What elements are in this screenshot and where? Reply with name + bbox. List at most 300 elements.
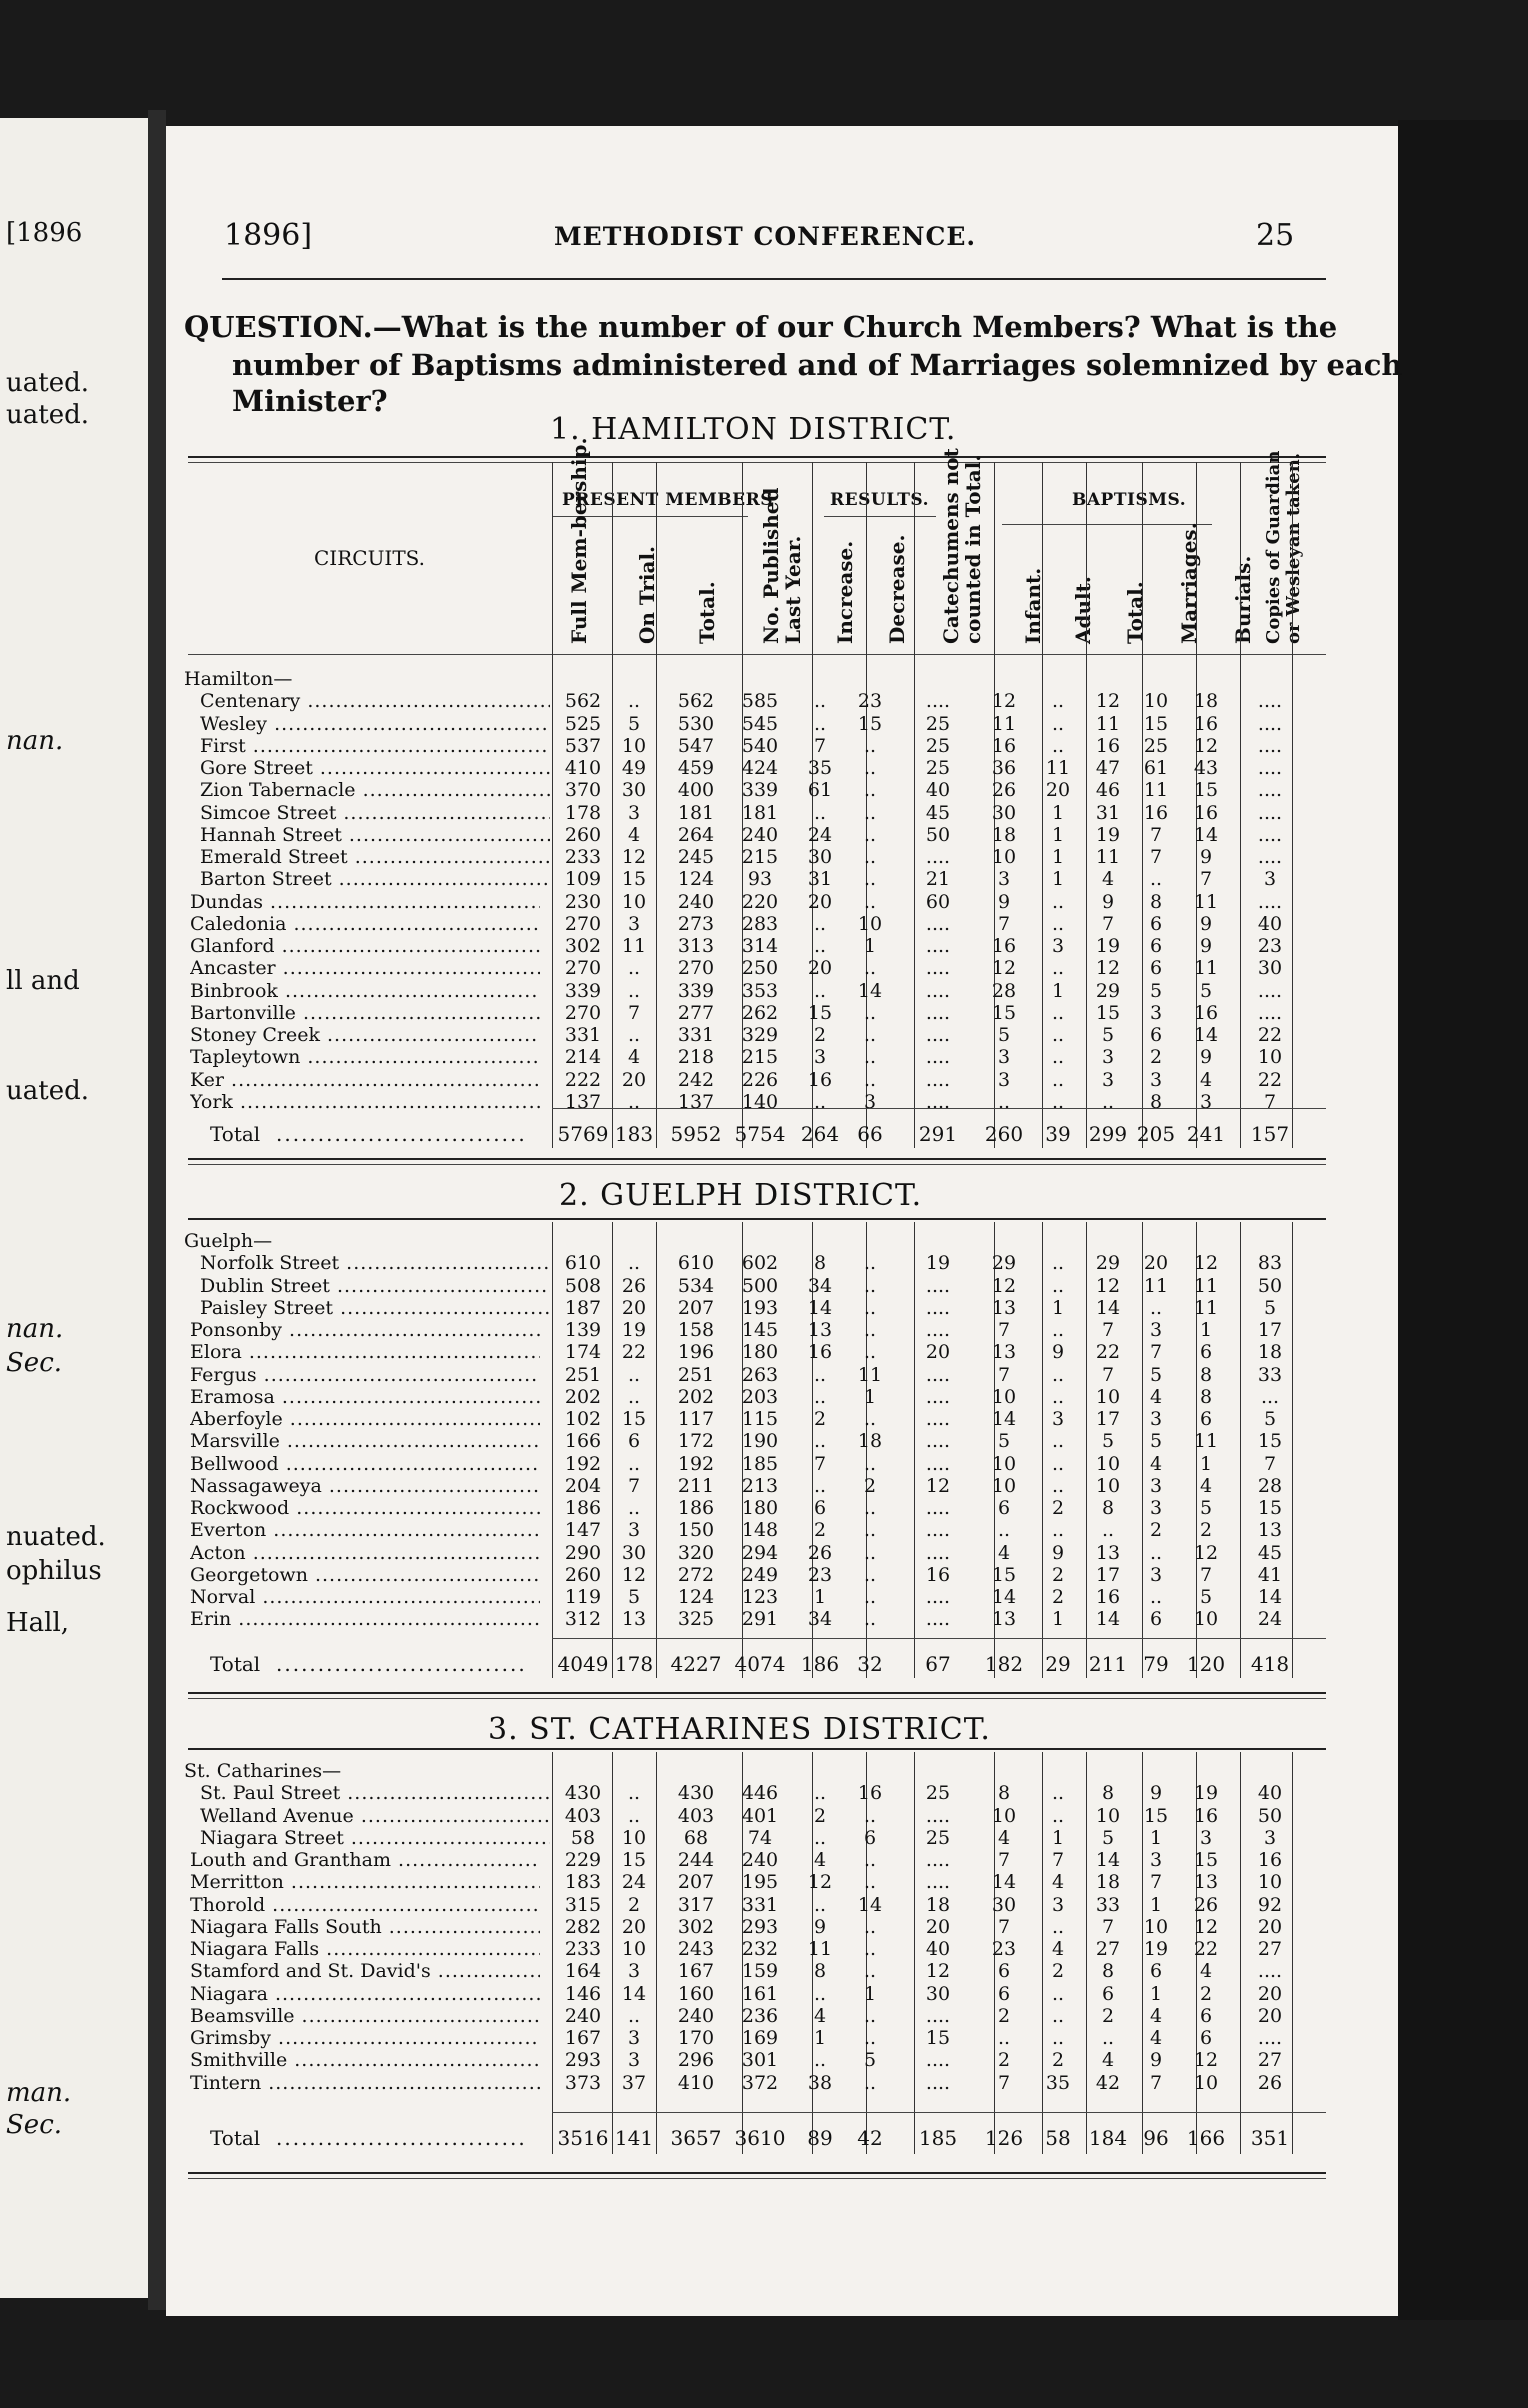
left-page-year: [1896: [6, 218, 83, 248]
table-cell: 10: [857, 912, 883, 935]
table-cell: 9: [1199, 935, 1213, 957]
table-row: [166, 1805, 1398, 1827]
table-cell: 3: [627, 912, 641, 935]
table-cell: ..: [1149, 1586, 1163, 1608]
table-cell: 13: [621, 1608, 647, 1631]
table-cell: 7: [1199, 1563, 1213, 1586]
table-cell: 7: [627, 1474, 641, 1497]
table-cell: 40: [925, 1938, 951, 1960]
table-cell: 3: [1149, 1068, 1163, 1091]
table-cell: 329: [741, 1024, 779, 1046]
table-row: [166, 1364, 1398, 1386]
table-cell: 3: [997, 868, 1011, 891]
table-cell: ..: [813, 1474, 827, 1497]
table-cell: 10: [1143, 690, 1169, 713]
table-cell: 14: [1095, 1849, 1121, 1871]
table-cell: 47: [1095, 757, 1121, 779]
table-row: [166, 668, 1398, 690]
table-cell: 562: [677, 690, 715, 713]
table-cell: 12: [1095, 690, 1121, 713]
baptisms-total-header: Total.: [1123, 581, 1147, 644]
table-cell: ....: [925, 1608, 951, 1631]
book-edge: [1398, 120, 1528, 2320]
table-cell: ..: [1051, 1252, 1065, 1275]
table-cell: 15: [807, 1001, 833, 1024]
table-cell: 430: [564, 1782, 602, 1805]
table-cell: 27: [1257, 1938, 1283, 1960]
table-cell: 229: [564, 1849, 602, 1871]
table-cell: 207: [677, 1871, 715, 1894]
table-cell: 13: [991, 1608, 1017, 1631]
table-cell: 2: [863, 1474, 877, 1497]
table-cell: 11: [991, 712, 1017, 735]
table-cell: 158: [677, 1319, 715, 1341]
table-cell: 38: [807, 2071, 833, 2094]
table-cell: 4: [627, 1046, 641, 1069]
table-cell: 178: [564, 801, 602, 824]
table-cell: ..: [863, 1849, 877, 1871]
total-cell: 58: [1045, 2126, 1071, 2150]
table-cell: 12: [1095, 957, 1121, 980]
table-cell: 1: [863, 1385, 877, 1408]
table-cell: 50: [925, 823, 951, 846]
table-cell: ..: [1051, 712, 1065, 735]
circuit-name: Eramosa .....: [190, 1386, 540, 1408]
table-cell: 410: [677, 2071, 715, 2094]
table-cell: 2: [813, 1519, 827, 1542]
table-cell: 14: [1257, 1586, 1283, 1608]
table-cell: 320: [677, 1541, 715, 1564]
table-cell: 10: [1257, 1871, 1283, 1894]
table-cell: 30: [991, 1893, 1017, 1916]
table-cell: ....: [1257, 846, 1283, 868]
table-cell: ..: [627, 690, 641, 713]
table-cell: ..: [863, 957, 877, 980]
table-cell: ..: [1051, 1474, 1065, 1497]
table-cell: 14: [857, 979, 883, 1002]
table-cell: 8: [1149, 1090, 1163, 1113]
table-row: [166, 1519, 1398, 1541]
table-cell: ....: [925, 1001, 951, 1024]
table-cell: 12: [991, 957, 1017, 980]
table-cell: ..: [627, 957, 641, 980]
district-top-rule: [188, 1218, 1326, 1220]
circuit-name: Smithville .....: [190, 2049, 540, 2071]
total-cell: 4049: [557, 1652, 609, 1676]
table-cell: 26: [621, 1274, 647, 1297]
table-row: [166, 980, 1398, 1002]
table-cell: 6: [813, 1497, 827, 1519]
table-row: [166, 1069, 1398, 1091]
table-cell: 264: [677, 823, 715, 846]
table-cell: 3: [1051, 1408, 1065, 1430]
table-cell: 23: [857, 690, 883, 713]
table-cell: 6: [997, 1982, 1011, 2005]
table-cell: 232: [741, 1938, 779, 1960]
table-cell: ....: [925, 979, 951, 1002]
table-cell: 26: [991, 779, 1017, 802]
total-cell: 183: [614, 1122, 654, 1146]
table-cell: 186: [564, 1497, 602, 1519]
table-cell: 117: [677, 1408, 715, 1430]
table-cell: ..: [627, 1452, 641, 1475]
table-cell: 4: [1199, 1960, 1213, 1983]
table-cell: 226: [741, 1068, 779, 1091]
table-cell: 1: [863, 935, 877, 957]
circuit-name: Ker .....: [190, 1069, 540, 1091]
table-cell: 204: [564, 1474, 602, 1497]
table-cell: 27: [1257, 2049, 1283, 2072]
total-cell: 3516: [557, 2126, 609, 2150]
table-top-rule: [188, 462, 1326, 463]
table-cell: 233: [564, 846, 602, 868]
table-cell: ..: [863, 1915, 877, 1938]
table-cell: 187: [564, 1296, 602, 1319]
total-cell: 3657: [670, 2126, 722, 2150]
total-cell: 351: [1250, 2126, 1290, 2150]
table-cell: ..: [627, 1804, 641, 1827]
table-row: [166, 2049, 1398, 2071]
table-cell: 4: [1149, 2027, 1163, 2049]
table-cell: ..: [1101, 2027, 1115, 2049]
table-cell: 5: [1149, 1363, 1163, 1386]
table-cell: 28: [991, 979, 1017, 1002]
table-cell: ....: [925, 1849, 951, 1871]
table-cell: 3: [997, 1046, 1011, 1069]
table-cell: 180: [741, 1341, 779, 1364]
table-cell: 11: [1143, 1274, 1169, 1297]
table-cell: 202: [564, 1385, 602, 1408]
total-cell: 141: [614, 2126, 654, 2150]
table-cell: 270: [677, 957, 715, 980]
table-cell: 33: [1257, 1363, 1283, 1386]
circuit-name: Erin .....: [190, 1608, 540, 1630]
table-cell: 277: [677, 1001, 715, 1024]
table-cell: ....: [1257, 734, 1283, 757]
table-cell: ....: [925, 2071, 951, 2094]
table-row: [166, 1475, 1398, 1497]
table-row: [166, 2027, 1398, 2049]
table-cell: 11: [807, 1938, 833, 1960]
table-cell: 20: [1257, 1915, 1283, 1938]
table-cell: 4: [1051, 1938, 1065, 1960]
table-cell: 3: [627, 1519, 641, 1542]
table-cell: ..: [1051, 1024, 1065, 1046]
table-cell: 31: [807, 868, 833, 891]
table-cell: 10: [1257, 1046, 1283, 1069]
table-cell: 4: [997, 1541, 1011, 1564]
table-cell: 20: [807, 890, 833, 913]
table-cell: 215: [741, 1046, 779, 1069]
table-cell: 20: [807, 957, 833, 980]
table-cell: 314: [741, 935, 779, 957]
table-cell: 1: [1051, 868, 1065, 891]
table-cell: 230: [564, 890, 602, 913]
table-cell: 283: [741, 912, 779, 935]
table-cell: 12: [1193, 1541, 1219, 1564]
circuit-name: First .....: [200, 735, 550, 757]
table-cell: 203: [741, 1385, 779, 1408]
table-cell: 34: [807, 1608, 833, 1631]
table-cell: 183: [564, 1871, 602, 1894]
table-cell: ..: [863, 2071, 877, 2094]
table-cell: 13: [1095, 1541, 1121, 1564]
table-cell: 25: [925, 1782, 951, 1805]
table-cell: 215: [741, 846, 779, 868]
table-cell: 222: [564, 1068, 602, 1091]
table-cell: 19: [1095, 935, 1121, 957]
table-cell: 5: [1149, 979, 1163, 1002]
circuit-name: Niagara Street .....: [200, 1827, 550, 1849]
table-cell: 403: [677, 1804, 715, 1827]
table-cell: 15: [621, 1849, 647, 1871]
circuit-name: St. Paul Street .....: [200, 1782, 550, 1804]
table-row: [166, 1960, 1398, 1982]
table-cell: 6: [1101, 1982, 1115, 2005]
table-cell: ....: [1257, 690, 1283, 713]
copies-header: Copies of Guardian or Wesleyan taken.: [1263, 450, 1304, 644]
circuit-name: Zion Tabernacle .....: [200, 779, 550, 801]
table-cell: 9: [813, 1915, 827, 1938]
header-rule: [222, 278, 1326, 280]
table-cell: 273: [677, 912, 715, 935]
table-cell: 25: [925, 1826, 951, 1849]
table-cell: 166: [564, 1430, 602, 1453]
table-cell: ..: [863, 734, 877, 757]
table-cell: 7: [627, 1001, 641, 1024]
table-row: [166, 868, 1398, 890]
table-cell: 370: [564, 779, 602, 802]
table-cell: 317: [677, 1893, 715, 1916]
table-cell: 7: [1149, 2071, 1163, 2094]
table-cell: 602: [741, 1252, 779, 1275]
table-cell: 23: [807, 1563, 833, 1586]
table-cell: 10: [991, 1385, 1017, 1408]
table-cell: 41: [1257, 1563, 1283, 1586]
circuit-name: Beamsville .....: [190, 2005, 540, 2027]
table-cell: 7: [1149, 846, 1163, 868]
table-cell: 9: [1101, 890, 1115, 913]
full-membership-header: Full Mem-bership.: [567, 437, 591, 644]
table-cell: 19: [925, 1252, 951, 1275]
table-cell: 8: [813, 1252, 827, 1275]
circuit-name: Centenary .....: [200, 690, 550, 712]
table-cell: 220: [741, 890, 779, 913]
table-cell: 12: [925, 1960, 951, 1983]
table-cell: 5: [1199, 1497, 1213, 1519]
table-cell: 240: [564, 2004, 602, 2027]
table-cell: 424: [741, 757, 779, 779]
total-cell: 42: [857, 2126, 883, 2150]
table-cell: 12: [621, 846, 647, 868]
table-cell: 240: [741, 823, 779, 846]
table-cell: 2: [1101, 2004, 1115, 2027]
table-cell: ..: [863, 1960, 877, 1983]
table-cell: 3: [863, 1090, 877, 1113]
circuit-name: Everton .....: [190, 1519, 540, 1541]
table-row: [166, 1002, 1398, 1024]
table-cell: 294: [741, 1541, 779, 1564]
table-row: [166, 1275, 1398, 1297]
table-cell: 4: [1199, 1068, 1213, 1091]
table-cell: 43: [1193, 757, 1219, 779]
table-cell: ..: [1051, 1804, 1065, 1827]
table-cell: 3: [1051, 1893, 1065, 1916]
total-cell: 166: [1186, 2126, 1226, 2150]
table-cell: 29: [991, 1252, 1017, 1275]
table-cell: 16: [1193, 1001, 1219, 1024]
table-cell: 12: [807, 1871, 833, 1894]
table-cell: 14: [621, 1982, 647, 2005]
baptisms-header: BAPTISMS.: [1072, 490, 1187, 510]
district-bottom-rule: [188, 2172, 1326, 2174]
table-cell: 296: [677, 2049, 715, 2072]
table-cell: 16: [1193, 712, 1219, 735]
table-cell: 123: [741, 1586, 779, 1608]
group-rule: [824, 516, 936, 517]
total-cell: 5769: [557, 1122, 609, 1146]
table-cell: 4: [1101, 868, 1115, 891]
table-cell: ..: [863, 1452, 877, 1475]
table-cell: 83: [1257, 1252, 1283, 1275]
circuit-name: Niagara .....: [190, 1983, 540, 2005]
table-cell: 35: [1045, 2071, 1071, 2094]
district-bottom-rule: [188, 1698, 1326, 1699]
table-cell: 20: [1143, 1252, 1169, 1275]
table-cell: ....: [1257, 1960, 1283, 1983]
table-cell: 16: [1257, 1849, 1283, 1871]
left-page-fragment: [0, 118, 148, 2298]
total-cell: 39: [1045, 1122, 1071, 1146]
table-cell: 137: [564, 1090, 602, 1113]
table-cell: ....: [925, 1497, 951, 1519]
table-cell: 19: [1095, 823, 1121, 846]
total-rule: [552, 2112, 1326, 2113]
table-cell: ..: [863, 1252, 877, 1275]
table-cell: 3: [627, 1960, 641, 1983]
district-bottom-rule: [188, 1158, 1326, 1160]
circuit-name: Dundas .....: [190, 891, 540, 913]
table-cell: 446: [741, 1782, 779, 1805]
table-cell: 139: [564, 1319, 602, 1341]
table-cell: 20: [925, 1341, 951, 1364]
infant-header: Infant.: [1021, 567, 1045, 644]
table-cell: 400: [677, 779, 715, 802]
table-cell: 2: [813, 1804, 827, 1827]
table-cell: 4: [813, 2004, 827, 2027]
table-cell: 29: [1095, 1252, 1121, 1275]
table-cell: 10: [621, 734, 647, 757]
table-cell: 3: [1101, 1046, 1115, 1069]
table-cell: 15: [621, 1408, 647, 1430]
table-cell: 11: [1193, 1274, 1219, 1297]
table-cell: 7: [813, 734, 827, 757]
table-cell: 312: [564, 1608, 602, 1631]
total-label: Total: [210, 2126, 261, 2150]
table-cell: 46: [1095, 779, 1121, 802]
table-cell: 11: [1193, 890, 1219, 913]
table-cell: 15: [991, 1001, 1017, 1024]
table-row: [166, 713, 1398, 735]
table-cell: ..: [1051, 1068, 1065, 1091]
table-cell: 50: [1257, 1804, 1283, 1827]
question-line: number of Baptisms administered and of Marriages solemnized by each: [232, 348, 1403, 382]
table-cell: 13: [1257, 1519, 1283, 1542]
table-cell: 562: [564, 690, 602, 713]
table-cell: 7: [997, 912, 1011, 935]
circuits-column-header: CIRCUITS.: [314, 546, 426, 570]
table-row: [166, 1024, 1398, 1046]
table-cell: ..: [863, 1319, 877, 1341]
table-cell: 8: [1101, 1782, 1115, 1805]
table-cell: ..: [863, 823, 877, 846]
table-cell: 5: [997, 1024, 1011, 1046]
table-cell: 195: [741, 1871, 779, 1894]
table-cell: 185: [741, 1452, 779, 1475]
table-cell: 11: [1045, 757, 1071, 779]
total-cell: 67: [925, 1652, 951, 1676]
table-cell: ..: [1051, 1319, 1065, 1341]
circuit-name: Nassagaweya .....: [190, 1475, 540, 1497]
table-cell: ..: [863, 1341, 877, 1364]
table-cell: ....: [925, 1541, 951, 1564]
table-cell: 3: [1149, 1408, 1163, 1430]
table-cell: 6: [1149, 1960, 1163, 1983]
table-cell: 6: [1149, 1024, 1163, 1046]
table-cell: ..: [863, 1296, 877, 1319]
table-cell: 19: [1193, 1782, 1219, 1805]
table-cell: 16: [991, 935, 1017, 957]
table-cell: ..: [863, 2027, 877, 2049]
total-cell: 96: [1143, 2126, 1169, 2150]
table-cell: 9: [997, 890, 1011, 913]
table-cell: 1: [1051, 979, 1065, 1002]
table-cell: ..: [1051, 1274, 1065, 1297]
table-cell: 202: [677, 1385, 715, 1408]
table-cell: 18: [925, 1893, 951, 1916]
table-cell: ..: [1149, 1541, 1163, 1564]
table-cell: 7: [1149, 1341, 1163, 1364]
table-cell: 585: [741, 690, 779, 713]
table-cell: 18: [1193, 690, 1219, 713]
table-cell: 3: [1199, 1826, 1213, 1849]
table-cell: ....: [925, 1363, 951, 1386]
table-cell: ..: [1051, 957, 1065, 980]
circuit-name: Binbrook .....: [190, 980, 540, 1002]
table-row: [166, 1894, 1398, 1916]
table-cell: 313: [677, 935, 715, 957]
table-cell: ....: [925, 1319, 951, 1341]
table-cell: 35: [807, 757, 833, 779]
table-cell: 1: [813, 1586, 827, 1608]
table-cell: 190: [741, 1430, 779, 1453]
table-cell: 93: [747, 868, 773, 891]
table-cell: 8: [997, 1782, 1011, 1805]
table-cell: 5: [627, 712, 641, 735]
table-cell: 160: [677, 1982, 715, 2005]
table-cell: 331: [741, 1893, 779, 1916]
table-cell: ..: [1051, 1046, 1065, 1069]
circuit-name: Norfolk Street .....: [200, 1252, 550, 1274]
table-cell: ..: [863, 868, 877, 891]
table-row: [166, 1046, 1398, 1068]
table-cell: 15: [991, 1563, 1017, 1586]
table-cell: ..: [1051, 1452, 1065, 1475]
leader-dots: ..............................: [276, 1122, 527, 1146]
table-cell: 15: [621, 868, 647, 891]
table-cell: 193: [741, 1296, 779, 1319]
table-cell: 10: [1095, 1804, 1121, 1827]
